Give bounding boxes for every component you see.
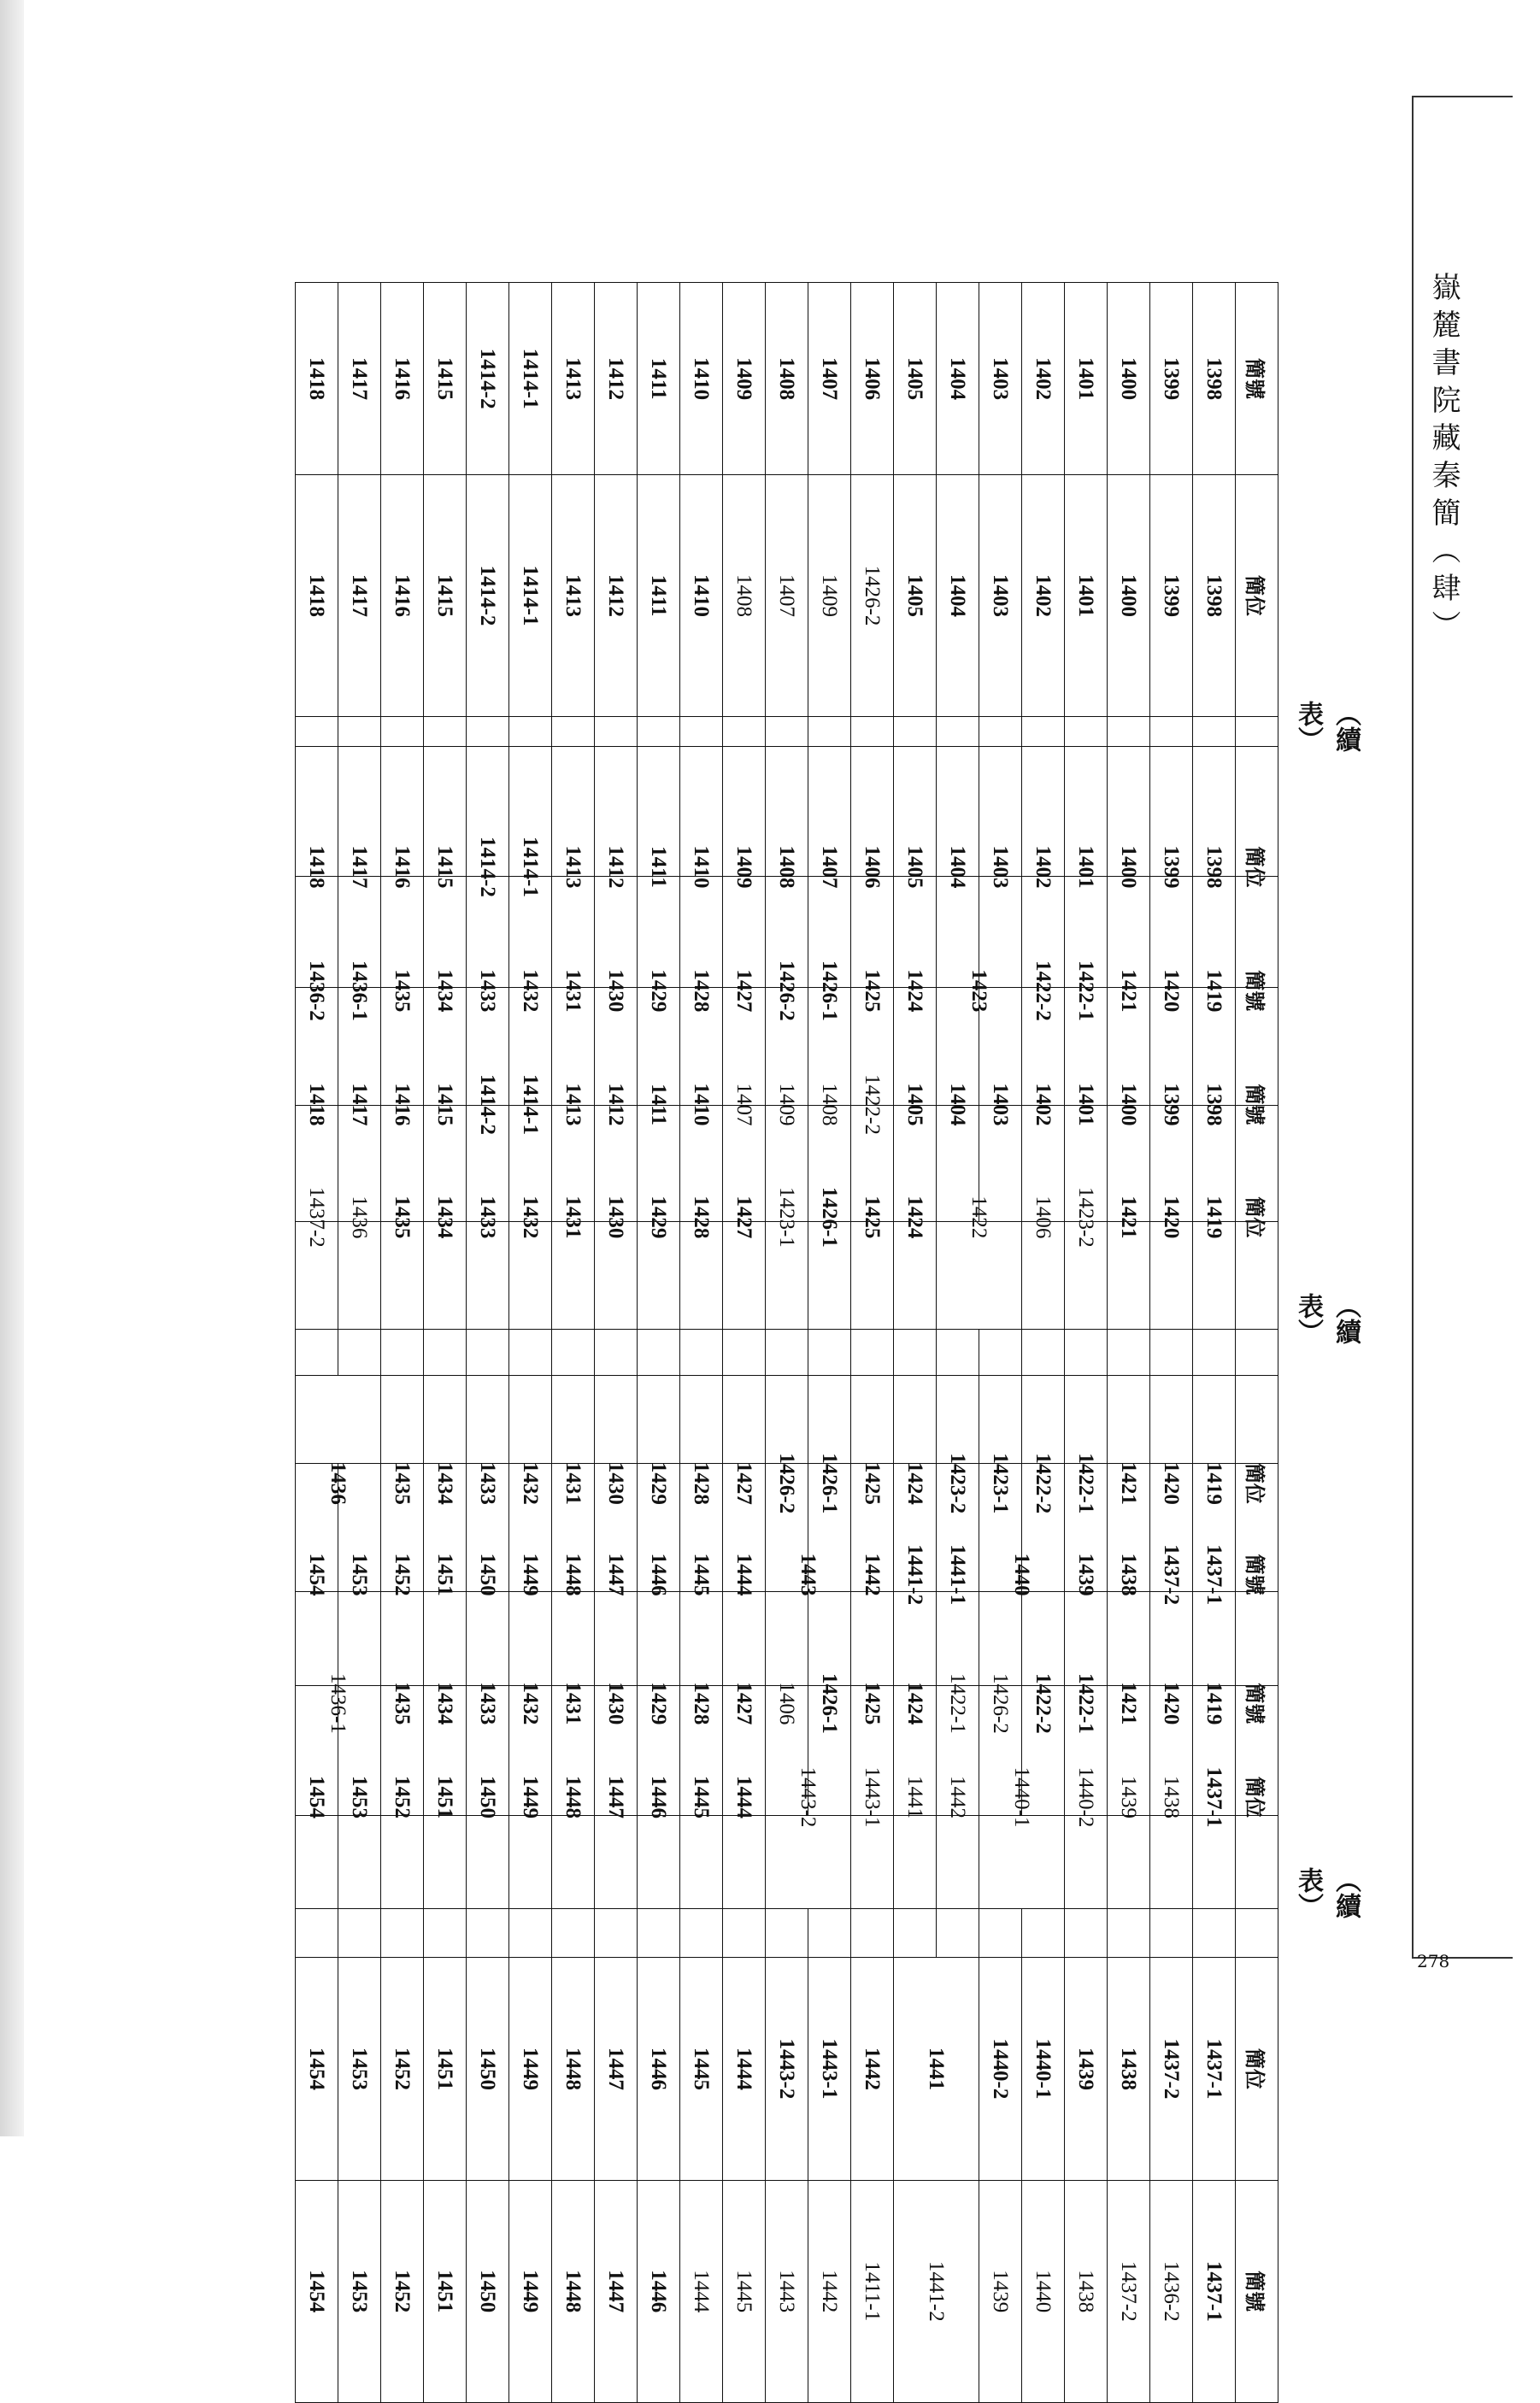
slip-number-cell: 1447 [595,1464,638,1686]
page-frame-rule [1412,96,1414,1959]
slip-number-cell: 1422-2 [1022,877,1065,1106]
slip-position-cell: 1431 [552,1105,595,1329]
slip-number-cell: 1411 [638,988,680,1222]
table-row [1193,1464,1236,2403]
slip-position-cell: 1435 [381,1375,424,1591]
slip-number-cell: 1401 [1065,988,1108,1222]
slip-number-cell: 1419 [1193,877,1236,1106]
slip-number-cell: 1428 [680,877,723,1106]
slip-number-cell: 1432 [509,1591,552,1815]
slip-number-cell: 1404 [937,283,979,475]
slip-number-cell: 1402 [1022,283,1065,475]
slip-position-cell: 1424 [894,1375,937,1591]
slip-number-cell: 1398 [1193,283,1236,475]
slip-number-cell: 1406 [851,283,894,475]
header-slip-position: 簡位 [1236,1686,1278,1908]
slip-position-cell: 1442 [937,1686,979,1908]
slip-number-cell: 1414-1 [509,988,552,1222]
slip-number-cell: 1437-1 [1193,2180,1236,2402]
slip-position-cell: 1452 [381,1958,424,2180]
slip-number-cell: 1444 [680,2180,723,2402]
slip-position-cell: 1409 [723,746,766,987]
slip-number-cell: 1416 [381,988,424,1222]
slip-position-cell: 1434 [424,1105,467,1329]
slip-position-cell: 1432 [509,1375,552,1591]
slip-position-cell: 1418 [296,475,338,716]
slip-number-cell: 1454 [296,2180,338,2402]
slip-position-cell: 1448 [552,1686,595,1908]
slip-position-cell: 1403 [979,475,1022,716]
slip-position-cell: 1450 [467,1958,509,2180]
slip-position-cell: 1440-2 [1065,1686,1108,1908]
slip-position-cell: 1407 [766,475,808,716]
table-caption: （續表） [1293,1293,1361,1344]
slip-number-cell: 1425 [851,1591,894,1815]
slip-number-cell: 1427 [723,877,766,1106]
slip-number-cell: 1414-2 [467,988,509,1222]
table-row [1150,1464,1193,2403]
slip-position-cell: 1422-1 [1065,1375,1108,1591]
slip-position-cell: 1416 [381,746,424,987]
slip-number-cell: 1440 [979,1464,1065,1686]
concordance-table-3 [295,1463,1278,2403]
slip-position-cell: 1425 [851,1105,894,1329]
slip-position-cell: 1426-1 [808,1375,851,1591]
slip-position-cell: 1423-1 [979,1375,1022,1591]
slip-number-cell: 1453 [338,1464,381,1686]
slip-position-cell: 1445 [680,1686,723,1908]
slip-number-cell: 1410 [680,988,723,1222]
slip-position-cell: 1399 [1150,475,1193,716]
slip-number-cell: 1426-1 [808,1591,851,1815]
slip-position-cell: 1398 [1193,746,1236,987]
table-row [680,1464,723,2403]
slip-number-cell: 1399 [1150,988,1193,1222]
slip-number-cell: 1450 [467,2180,509,2402]
slip-position-cell: 1402 [1022,746,1065,987]
slip-number-cell: 1441-2 [894,2180,979,2402]
slip-position-cell: 1404 [937,746,979,987]
slip-number-cell: 1424 [894,877,937,1106]
slip-position-cell: 1407 [808,746,851,987]
slip-position-cell: 1443-2 [766,1958,808,2180]
slip-number-cell: 1429 [638,1591,680,1815]
slip-number-cell: 1417 [338,283,381,475]
binding-gutter [0,0,24,2136]
slip-position-cell: 1446 [638,1958,680,2180]
slip-number-cell: 1409 [723,283,766,475]
slip-number-cell: 1407 [723,988,766,1222]
slip-position-cell: 1440-2 [979,1958,1022,2180]
slip-position-cell: 1430 [595,1105,638,1329]
slip-position-cell: 1436 [296,1375,381,1591]
slip-position-cell: 1414-2 [467,475,509,716]
slip-position-cell: 1426-2 [851,475,894,716]
slip-position-cell: 1401 [1065,475,1108,716]
slip-position-cell: 1429 [638,1375,680,1591]
slip-position-cell: 1453 [338,1958,381,2180]
header-slip-position: 簡位 [1236,475,1278,716]
slip-number-cell: 1420 [1150,877,1193,1106]
slip-position-cell: 1417 [338,475,381,716]
slip-number-cell: 1444 [723,1464,766,1686]
slip-position-cell: 1423-2 [937,1375,979,1591]
slip-position-cell: 1422 [937,1105,1022,1329]
slip-number-cell: 1436-1 [296,1591,381,1815]
slip-number-cell: 1418 [296,988,338,1222]
slip-number-cell: 1425 [851,877,894,1106]
slip-position-cell: 1430 [595,1375,638,1591]
slip-number-cell: 1418 [296,283,338,475]
slip-position-cell: 1437-1 [1193,1958,1236,2180]
slip-number-cell: 1437-1 [1193,1464,1236,1686]
slip-number-cell: 1403 [979,283,1022,475]
slip-number-cell: 1421 [1108,1591,1150,1815]
slip-number-cell: 1437-2 [1108,2180,1150,2402]
slip-number-cell: 1406 [766,1591,808,1815]
slip-number-cell: 1431 [552,1591,595,1815]
slip-position-cell: 1440-1 [979,1686,1065,1908]
slip-position-cell: 1438 [1150,1686,1193,1908]
slip-position-cell: 1421 [1108,1105,1150,1329]
slip-number-cell: 1426-1 [808,877,851,1106]
slip-number-cell: 1437-2 [1150,1464,1193,1686]
slip-position-cell: 1427 [723,1105,766,1329]
slip-number-cell: 1405 [894,988,937,1222]
slip-number-cell: 1426-2 [979,1591,1022,1815]
slip-position-cell: 1421 [1108,1375,1150,1591]
slip-position-cell: 1443-2 [766,1686,851,1908]
slip-number-cell: 1421 [1108,877,1150,1106]
slip-position-cell: 1439 [1108,1686,1150,1908]
slip-position-cell: 1452 [381,1686,424,1908]
table-row [723,1464,766,2403]
slip-number-cell: 1400 [1108,988,1150,1222]
table-row [509,1464,552,2403]
slip-number-cell: 1409 [766,988,808,1222]
slip-number-cell: 1433 [467,877,509,1106]
slip-number-cell: 1445 [723,2180,766,2402]
slip-number-cell: 1412 [595,988,638,1222]
slip-position-cell: 1403 [979,746,1022,987]
slip-number-cell: 1414-2 [467,283,509,475]
slip-number-cell: 1432 [509,877,552,1106]
slip-number-cell: 1400 [1108,283,1150,475]
slip-number-cell: 1422-2 [1022,1591,1065,1815]
slip-position-cell: 1434 [424,1375,467,1591]
slip-position-cell: 1444 [723,1686,766,1908]
header-slip-position: 簡位 [1236,1375,1278,1591]
slip-position-cell: 1433 [467,1105,509,1329]
header-slip-number: 簡號 [1236,2180,1278,2402]
slip-number-cell: 1438 [1065,2180,1108,2402]
slip-position-cell: 1417 [338,746,381,987]
slip-number-cell: 1436-1 [338,877,381,1106]
table-row [338,1464,381,2403]
slip-position-cell: 1433 [467,1375,509,1591]
slip-position-cell: 1413 [552,475,595,716]
slip-number-cell: 1398 [1193,988,1236,1222]
table-row [808,1464,851,2403]
slip-position-cell: 1406 [1022,1105,1065,1329]
slip-position-cell: 1428 [680,1105,723,1329]
slip-number-cell: 1440 [1022,2180,1065,2402]
table-row [1108,1464,1150,2403]
slip-number-cell: 1430 [595,877,638,1106]
slip-number-cell: 1402 [1022,988,1065,1222]
table-row [552,1464,595,2403]
slip-number-cell: 1450 [467,1464,509,1686]
slip-number-cell: 1446 [638,2180,680,2402]
slip-number-cell: 1436-2 [1150,2180,1193,2402]
slip-position-cell: 1454 [296,1958,338,2180]
slip-position-cell: 1427 [723,1375,766,1591]
slip-position-cell: 1438 [1108,1958,1150,2180]
slip-position-cell: 1410 [680,746,723,987]
table-row [937,1464,979,2403]
table-body [296,1464,1236,2403]
table-row [424,1464,467,2403]
header-slip-number: 簡號 [1236,988,1278,1222]
slip-position-cell: 1447 [595,1958,638,2180]
slip-position-cell: 1425 [851,1375,894,1591]
slip-number-cell: 1446 [638,1464,680,1686]
slip-number-cell: 1410 [680,283,723,475]
slip-number-cell: 1416 [381,283,424,475]
slip-number-cell: 1408 [766,283,808,475]
slip-position-cell: 1423-2 [1065,1105,1108,1329]
header-slip-position: 簡位 [1236,1105,1278,1329]
slip-number-cell: 1445 [680,1464,723,1686]
slip-position-cell: 1423-1 [766,1105,808,1329]
header-slip-number: 簡號 [1236,283,1278,475]
slip-position-cell: 1424 [894,1105,937,1329]
slip-number-cell: 1451 [424,1464,467,1686]
header-slip-position: 簡位 [1236,746,1278,987]
slip-position-cell: 1411 [638,475,680,716]
slip-number-cell: 1408 [808,988,851,1222]
page-frame-rule-top [1412,96,1513,97]
slip-number-cell: 1442 [808,2180,851,2402]
slip-number-cell: 1452 [381,2180,424,2402]
slip-position-cell: 1406 [851,746,894,987]
slip-position-cell: 1405 [894,475,937,716]
slip-number-cell: 1415 [424,988,467,1222]
slip-number-cell: 1422-1 [1065,1591,1108,1815]
table-header-row [1236,1464,1278,2403]
slip-position-cell: 1420 [1150,1105,1193,1329]
slip-position-cell: 1437-1 [1193,1686,1236,1908]
slip-position-cell: 1444 [723,1958,766,2180]
slip-position-cell: 1451 [424,1686,467,1908]
slip-number-cell: 1435 [381,1591,424,1815]
slip-position-cell: 1409 [808,475,851,716]
slip-position-cell: 1400 [1108,475,1150,716]
slip-position-cell: 1416 [381,475,424,716]
slip-number-cell: 1441-1 [937,1464,979,1686]
slip-number-cell: 1399 [1150,283,1193,475]
slip-number-cell: 1403 [979,988,1022,1222]
slip-position-cell: 1451 [424,1958,467,2180]
slip-position-cell: 1445 [680,1958,723,2180]
slip-number-cell: 1411 [638,283,680,475]
slip-position-cell: 1437-2 [296,1105,338,1329]
slip-position-cell: 1435 [381,1105,424,1329]
header-slip-position: 簡位 [1236,1958,1278,2180]
slip-position-cell: 1419 [1193,1105,1236,1329]
slip-number-cell: 1415 [424,283,467,475]
slip-number-cell: 1429 [638,877,680,1106]
slip-number-cell: 1422-1 [1065,877,1108,1106]
slip-position-cell: 1453 [338,1686,381,1908]
slip-number-cell: 1443 [766,2180,808,2402]
slip-number-cell: 1454 [296,1464,338,1686]
slip-number-cell: 1405 [894,283,937,475]
slip-position-cell: 1441 [894,1958,979,2180]
slip-number-cell: 1413 [552,283,595,475]
table-row [1022,1464,1065,2403]
table-row [296,1464,338,2403]
slip-position-cell: 1412 [595,475,638,716]
slip-number-cell: 1434 [424,1591,467,1815]
slip-position-cell: 1426-2 [766,1375,808,1591]
slip-number-cell: 1412 [595,283,638,475]
slip-position-cell: 1454 [296,1686,338,1908]
slip-position-cell: 1446 [638,1686,680,1908]
slip-position-cell: 1432 [509,1105,552,1329]
slip-position-cell: 1450 [467,1686,509,1908]
slip-number-cell: 1447 [595,2180,638,2402]
slip-position-cell: 1414-1 [509,746,552,987]
slip-position-cell: 1398 [1193,475,1236,716]
slip-number-cell: 1423 [937,877,1022,1106]
slip-number-cell: 1401 [1065,283,1108,475]
slip-number-cell: 1419 [1193,1591,1236,1815]
slip-position-cell: 1428 [680,1375,723,1591]
table-row [1065,1464,1108,2403]
slip-position-cell: 1415 [424,746,467,987]
slip-position-cell: 1441 [894,1686,937,1908]
slip-number-cell: 1442 [851,1464,894,1686]
slip-number-cell: 1428 [680,1591,723,1815]
slip-position-cell: 1415 [424,475,467,716]
slip-position-cell: 1426-1 [808,1105,851,1329]
table-row [381,1464,424,2403]
slip-number-cell: 1414-1 [509,283,552,475]
slip-number-cell: 1433 [467,1591,509,1815]
slip-number-cell: 1413 [552,988,595,1222]
slip-position-cell: 1410 [680,475,723,716]
slip-position-cell: 1402 [1022,475,1065,716]
slip-position-cell: 1449 [509,1958,552,2180]
slip-position-cell: 1447 [595,1686,638,1908]
slip-position-cell: 1439 [1065,1958,1108,2180]
slip-position-cell: 1405 [894,746,937,987]
slip-position-cell: 1442 [851,1958,894,2180]
slip-position-cell: 1404 [937,475,979,716]
slip-number-cell: 1453 [338,2180,381,2402]
slip-position-cell: 1443-1 [851,1686,894,1908]
slip-position-cell: 1437-2 [1150,1958,1193,2180]
slip-position-cell: 1408 [766,746,808,987]
slip-number-cell: 1436-2 [296,877,338,1106]
running-title: 嶽麓書院藏秦簡（肆） [1426,272,1461,648]
slip-position-cell: 1440-1 [1022,1958,1065,2180]
slip-position-cell: 1399 [1150,746,1193,987]
slip-position-cell: 1429 [638,1105,680,1329]
header-slip-number: 簡號 [1236,1591,1278,1815]
slip-position-cell: 1413 [552,746,595,987]
slip-number-cell: 1434 [424,877,467,1106]
slip-number-cell: 1427 [723,1591,766,1815]
slip-position-cell: 1420 [1150,1375,1193,1591]
slip-position-cell: 1414-2 [467,746,509,987]
slip-number-cell: 1452 [381,1464,424,1686]
slip-position-cell: 1418 [296,746,338,987]
slip-position-cell: 1449 [509,1686,552,1908]
slip-position-cell: 1408 [723,475,766,716]
slip-number-cell: 1426-2 [766,877,808,1106]
slip-number-cell: 1424 [894,1591,937,1815]
slip-number-cell: 1431 [552,877,595,1106]
table-row [851,1464,894,2403]
header-slip-number: 簡號 [1236,877,1278,1106]
slip-number-cell: 1411-1 [851,2180,894,2402]
slip-number-cell: 1441-2 [894,1464,937,1686]
slip-number-cell: 1430 [595,1591,638,1815]
header-slip-number: 簡號 [1236,1464,1278,1686]
slip-position-cell: 1436 [338,1105,381,1329]
slip-number-cell: 1404 [937,988,979,1222]
slip-position-cell: 1400 [1108,746,1150,987]
table-caption: （續表） [1293,701,1361,752]
slip-number-cell: 1435 [381,877,424,1106]
slip-number-cell: 1448 [552,2180,595,2402]
slip-position-cell: 1419 [1193,1375,1236,1591]
slip-number-cell: 1439 [979,2180,1022,2402]
slip-position-cell: 1411 [638,746,680,987]
slip-position-cell: 1412 [595,746,638,987]
slip-position-cell: 1401 [1065,746,1108,987]
page-number: 278 [1417,1951,1450,1971]
slip-position-cell: 1422-2 [1022,1375,1065,1591]
slip-position-cell: 1448 [552,1958,595,2180]
slip-position-cell: 1443-1 [808,1958,851,2180]
slip-number-cell: 1422-2 [851,988,894,1222]
table-row [595,1464,638,2403]
slip-number-cell: 1420 [1150,1591,1193,1815]
slip-number-cell: 1417 [338,988,381,1222]
slip-number-cell: 1438 [1108,1464,1150,1686]
slip-number-cell: 1449 [509,2180,552,2402]
slip-number-cell: 1407 [808,283,851,475]
table-caption: （續表） [1293,1867,1361,1918]
table-row [638,1464,680,2403]
slip-position-cell: 1431 [552,1375,595,1591]
slip-number-cell: 1448 [552,1464,595,1686]
slip-position-cell: 1414-1 [509,475,552,716]
slip-number-cell: 1449 [509,1464,552,1686]
slip-number-cell: 1439 [1065,1464,1108,1686]
slip-number-cell: 1422-1 [937,1591,979,1815]
table-row [467,1464,509,2403]
slip-number-cell: 1451 [424,2180,467,2402]
slip-number-cell: 1443 [766,1464,851,1686]
